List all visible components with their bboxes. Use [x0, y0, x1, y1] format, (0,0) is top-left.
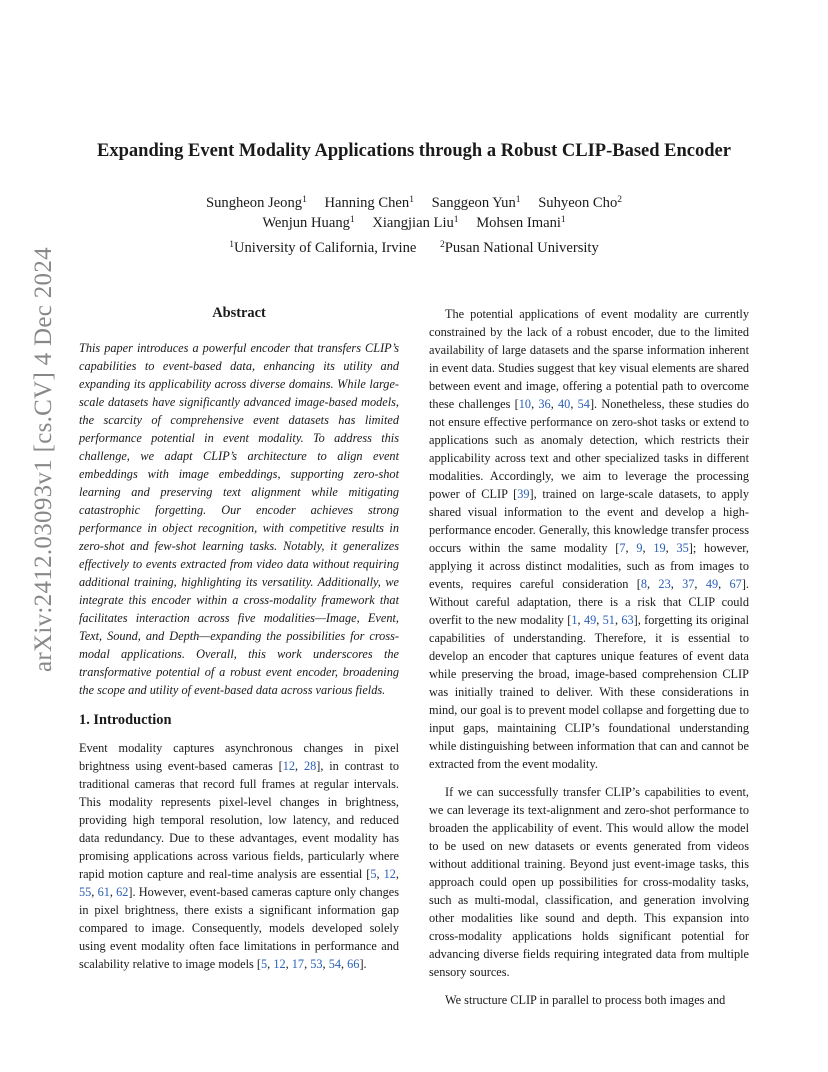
citation-link[interactable]: 10 [518, 397, 532, 411]
affiliation: $^1$University of California, Irvine [229, 240, 417, 256]
paragraph-text: , [718, 577, 730, 591]
paragraph-text: , [285, 957, 292, 971]
author: Sanggeon Yun$^1$ [431, 195, 521, 211]
citation-link[interactable]: 35 [676, 541, 689, 555]
paragraph-text: The potential applications of event modality are currently constrained by the lack of a robust encoder, due to the limited availability of large datasets and the sparse information inherent in event data. Studies suggest that key visual elements are shared between event and image, offering a potential path to overcome these challenges [ [429, 307, 749, 411]
citation-link[interactable]: 12 [282, 759, 295, 773]
introduction-heading: 1. Introduction [79, 712, 172, 728]
citation-link[interactable]: 62 [116, 885, 129, 899]
paragraph-text: ]. [359, 957, 367, 971]
citation-link[interactable]: 8 [640, 577, 648, 591]
citation-link[interactable]: 5 [261, 957, 268, 971]
citation-link[interactable]: 63 [621, 613, 634, 627]
paragraph-text: Event modality captures asynchronous changes in pixel brightness using event-based cameras [ [79, 741, 399, 773]
citation-link[interactable]: 12 [273, 957, 286, 971]
citation-link[interactable]: 37 [682, 577, 695, 591]
citation-link[interactable]: 49 [583, 613, 597, 627]
paragraph-text: , [596, 613, 603, 627]
citation-link[interactable]: 49 [705, 577, 719, 591]
body-paragraph: If we can successfully transfer CLIP’s capabilities to event, we can leverage its text-alignment and zero-shot performance to broaden the applicability of event. This would allow the model to be used on new datasets or events generated from videos without additional training. Beyond just event-image tasks, this approach could open up possibilities for cross-modality tasks, such as multi-modal, classification, and generation involving other modalities like sound and depth. This expansion into cross-modality applications holds significant potential for advancing diverse fields requiring integrated data from multiple sensory sources. [429, 785, 749, 979]
citation-link[interactable]: 61 [97, 885, 110, 899]
paragraph-text: , [614, 613, 622, 627]
introduction-paragraph [79, 739, 399, 973]
paragraph-text: , [109, 885, 117, 899]
paragraph-text: , [376, 867, 384, 881]
author: Mohsen Imani$^1$ [476, 215, 566, 231]
citation-link[interactable]: 5 [370, 867, 377, 881]
paragraph-text: , [577, 613, 584, 627]
citation-link[interactable]: 39 [517, 487, 530, 501]
paragraph-text: ]. However, event-based cameras capture only changes in pixel brightness, there exists a significant information gap compared to image. Consequently, models developed solely using event modality often face limitations in performance and scalability relative to image models [ [79, 885, 399, 971]
paper-title: Expanding Event Modality Applications through a Robust CLIP-Based Encoder [97, 141, 731, 161]
citation-link[interactable]: 53 [310, 957, 323, 971]
paragraph-text: ], forgetting its original capabilities of understanding. Therefore, it is essential to develop an encoder that captures unique features of event data while preserving the broad, image-based comprehension CLIP was initially trained to deliver. With these considerations in mind, our goal is to prevent model collapse and forgetting due to input gaps, maintaining CLIP’s foundational understanding while distinguishing between information that can and cannot be extracted from the event modality. [429, 613, 749, 771]
citation-link[interactable]: 9 [636, 541, 643, 555]
author: Wenjun Huang$^1$ [262, 215, 355, 231]
paragraph-text: ]. Nonetheless, these studies do not ensure effective performance on zero-shot tasks or extend to applications such as anomaly detection, which restricts their applicability across text and other specialized tasks in different modalities. Accordingly, we aim to leverage the processing power of CLIP [ [429, 397, 749, 501]
citation-link[interactable]: 67 [729, 577, 742, 591]
affiliation: $^2$Pusan National University [440, 240, 599, 256]
citation-link[interactable]: 12 [383, 867, 396, 881]
abstract-text: This paper introduces a powerful encoder that transfers CLIP’s capabilities to event-based data, enhancing its utility and expanding its applicability across diverse domains. While large-scale datasets have significantly advanced image-based models, the scarcity of comprehensive event datasets has limited performance potential in event modality. To address this challenge, we adapt CLIP’s architecture to align event embeddings with image embeddings, supporting zero-shot learning and preserving text alignment while mitigating catastrophic forgetting. Our encoder achieves strong performance in object recognition, with competitive results in zero-shot and few-shot learning tasks. Notably, it generalizes effectively to events extracted from video data without requiring additional training, highlighting its versatility. Additionally, we integrate this encoder within a cross-modality framework that facilitates interaction across five modalities—Image, Event, Text, Sound, and Depth—expanding the possibilities for cross-modal applications. Overall, this work underscores the transformative potential of a robust event encoder, broadening the scope and utility of event-based data across various fields. [79, 341, 399, 697]
citation-link[interactable]: 66 [347, 957, 360, 971]
paragraph-text: , [91, 885, 98, 899]
author: Suhyeon Cho$^2$ [538, 195, 622, 211]
paragraph-text: , [670, 577, 683, 591]
arxiv-side-stamp [10, 247, 57, 672]
paragraph-text: , [694, 577, 706, 591]
citation-link[interactable]: 40 [558, 397, 571, 411]
citation-link[interactable]: 28 [303, 759, 317, 773]
citation-link[interactable]: 54 [577, 397, 590, 411]
citation-link[interactable]: 1 [571, 613, 578, 627]
paragraph-text: , [647, 577, 659, 591]
paragraph-text: , [570, 397, 578, 411]
paragraph-text: , [340, 957, 348, 971]
author: Hanning Chen$^1$ [324, 195, 414, 211]
citation-link[interactable]: 51 [602, 613, 615, 627]
citation-link[interactable]: 17 [291, 957, 305, 971]
citation-link[interactable]: 54 [328, 957, 341, 971]
citation-link[interactable]: 7 [619, 541, 626, 555]
author: Sungheon Jeong$^1$ [205, 195, 307, 211]
affiliations [0, 240, 828, 257]
paragraph-text: , [625, 541, 637, 555]
author-line-2 [0, 213, 828, 233]
citation-link[interactable]: 55 [79, 885, 92, 899]
author-line-1 [0, 193, 828, 213]
body-paragraph: We structure CLIP in parallel to process both images and [445, 993, 726, 1007]
abstract-body [79, 339, 399, 699]
arxiv-identifier: arXiv:2412.03093v1 [cs.CV] 4 Dec 2024 [30, 247, 57, 672]
paragraph-text: , [550, 397, 559, 411]
paragraph-text: , [304, 957, 311, 971]
paragraph-text: ]; however, applying it across distinct modalities, such as from images to events, requires careful consideration [ [429, 541, 749, 591]
paragraph-text: , [322, 957, 329, 971]
introduction-body [79, 739, 399, 973]
paragraph-text: , [665, 541, 677, 555]
citation-link[interactable]: 19 [653, 541, 666, 555]
paragraph-text: , [295, 759, 304, 773]
paragraph-text: , [395, 867, 399, 881]
paragraph-text: , [267, 957, 274, 971]
citation-link[interactable]: 36 [538, 397, 551, 411]
paragraph-text: , [642, 541, 654, 555]
paragraph-text: ], in contrast to traditional cameras that record full frames at regular intervals. This modality represents pixel-level changes in brightness, providing high temporal resolution, low latency, and reduced data redundancy. Due to these advantages, event modality has promising applications across various fields, particularly where rapid motion capture and real-time analysis are essential [ [79, 759, 400, 881]
author: Xiangjian Liu$^1$ [372, 215, 459, 231]
paragraph-text: ], trained on large-scale datasets, to apply shared visual information to the event and develop a high-performance encoder. Generally, this knowledge transfer process occurs within the same modality [ [429, 487, 749, 555]
paragraph-text: ]. Without careful adaptation, there is a risk that CLIP could overfit to the new modality [ [429, 577, 749, 627]
right-column [429, 305, 749, 1009]
paragraph-text: , [531, 397, 539, 411]
author-list [0, 193, 828, 233]
abstract-heading: Abstract [212, 305, 266, 321]
body-paragraph [429, 305, 749, 773]
citation-link[interactable]: 23 [658, 577, 671, 591]
